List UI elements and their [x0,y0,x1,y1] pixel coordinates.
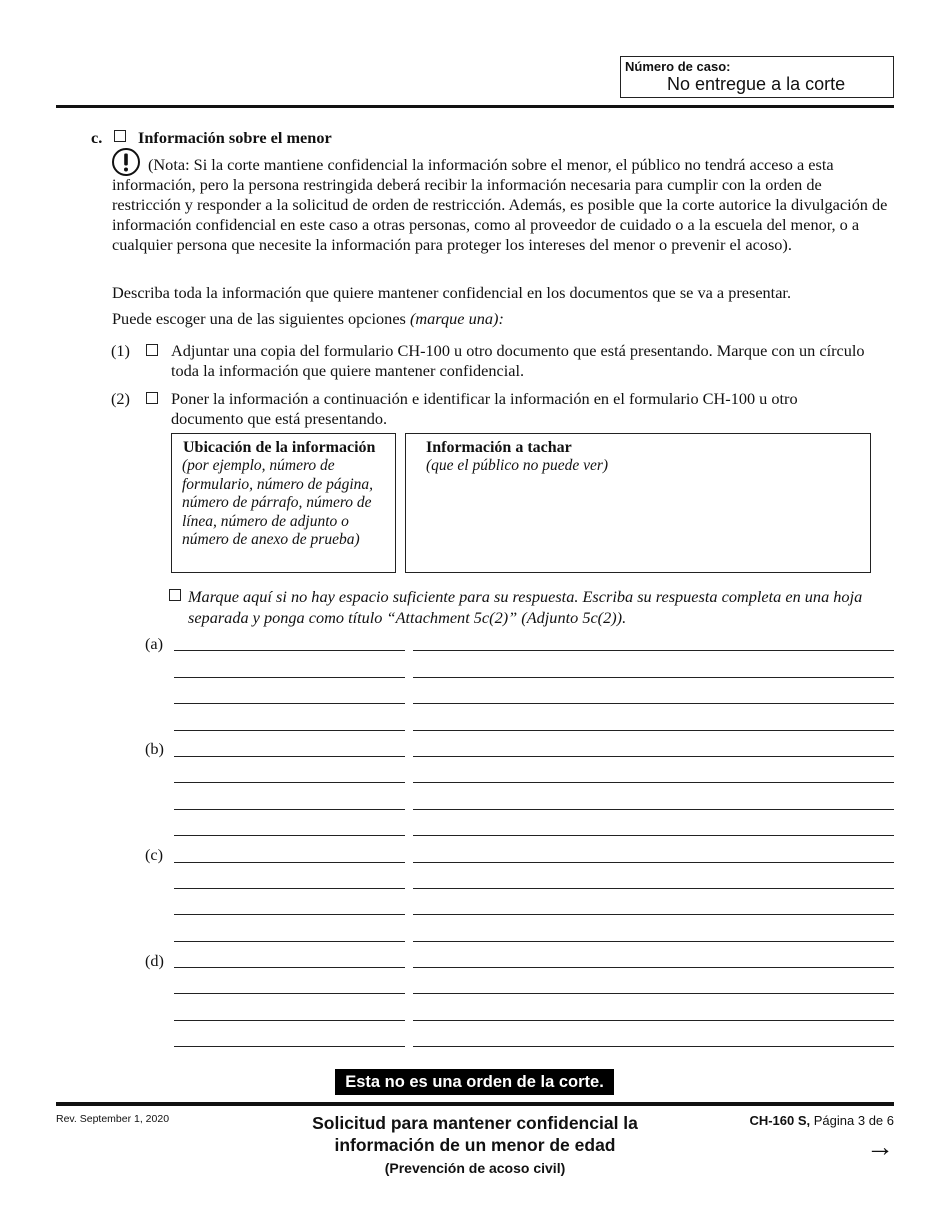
location-line[interactable] [174,730,405,731]
case-number-box[interactable] [620,56,894,98]
location-column-box [171,433,396,573]
redact-line[interactable] [413,730,894,731]
section-c-checkbox[interactable] [114,130,126,142]
redact-line[interactable] [413,967,894,968]
location-column-hint: (por ejemplo, número de formulario, número de página, número de párrafo, número de línea, número de adjunto o número de anexo de prueba) [182,457,374,549]
form-title-line-2: información de un menor de edad [334,1135,616,1155]
form-title [275,1112,675,1180]
location-line[interactable] [174,967,405,968]
option-2-number: (2) [111,389,130,408]
footer-rule [56,1102,894,1106]
confidentiality-note: (Nota: Si la corte mantiene confidencial la información sobre el menor, el público no tendrá acceso a esta información, pero la persona restringida deberá recibir la información necesaria para cumplir con la orden de restricción y responder a la solicitud de orden de restricción. Además, es posible que la corte autorice la divulgación de información confidencial en este caso a otras personas, como al proveedor de cuidado o a la escuela del menor, o a cualquier persona que necesite la información para proteger los intereses del menor o prevenir el acoso). [112,155,888,254]
overflow-checkbox[interactable] [169,589,181,601]
case-number-label: Número de caso: [625,59,731,74]
header-rule [56,105,894,108]
redact-column-box [405,433,871,573]
redact-line[interactable] [413,941,894,942]
redact-line[interactable] [413,1020,894,1021]
row-label-d: (d) [145,951,164,970]
location-column-title: Ubicación de la información [183,439,376,456]
redact-line[interactable] [413,1046,894,1047]
redact-line[interactable] [413,993,894,994]
option-2-text: Poner la información a continuación e identificar la información en el formulario CH-100 u otro documento que está presentando. [171,389,798,428]
location-line[interactable] [174,809,405,810]
section-letter: c. [91,128,103,147]
describe-instruction: Describa toda la información que quiere mantener confidencial en los documentos que se va a presentar. [112,283,792,302]
location-line[interactable] [174,862,405,863]
redact-line[interactable] [413,703,894,704]
form-id: CH-160 S, [749,1113,811,1128]
overflow-note: Marque aquí si no hay espacio suficiente para su respuesta. Escriba su respuesta completa en una hoja separada y ponga como título “Attachment 5c(2)” (Adjunto 5c(2)). [188,587,863,627]
form-page-info [749,1113,894,1128]
row-label-a: (a) [145,634,164,653]
redact-line[interactable] [413,862,894,863]
location-line[interactable] [174,835,405,836]
redact-line[interactable] [413,914,894,915]
next-page-arrow-icon[interactable]: → [866,1131,894,1162]
option-1-number: (1) [111,341,130,360]
location-line[interactable] [174,782,405,783]
section-c-title: Información sobre el menor [138,128,332,147]
redact-line[interactable] [413,677,894,678]
location-line[interactable] [174,677,405,678]
form-subtitle: (Prevención de acoso civil) [384,1160,566,1176]
choose-instruction: Puede escoger una de las siguientes opciones (marque una): [112,309,504,328]
redact-line[interactable] [413,650,894,651]
redact-line[interactable] [413,756,894,757]
form-title-line-1: Solicitud para mantener confidencial la [312,1113,638,1133]
redact-line[interactable] [413,782,894,783]
redact-column-title: Información a tachar [426,439,572,456]
row-label-c: (c) [145,845,164,864]
location-line[interactable] [174,914,405,915]
location-line[interactable] [174,703,405,704]
location-line[interactable] [174,1046,405,1047]
option-1-text: Adjuntar una copia del formulario CH-100 u otro documento que está presentando. Marque con un círculo toda la información que quiere mantener confidencial. [171,341,865,380]
not-court-order-banner: Esta no es una orden de la corte. [335,1069,614,1095]
page-number: Página 3 de 6 [813,1113,894,1128]
location-line[interactable] [174,756,405,757]
location-line[interactable] [174,941,405,942]
row-label-b: (b) [145,739,164,758]
redact-line[interactable] [413,809,894,810]
option-2-checkbox[interactable] [146,392,158,404]
section-c-heading [91,128,102,148]
location-line[interactable] [174,650,405,651]
case-number-value: No entregue a la corte [667,74,846,94]
redact-line[interactable] [413,888,894,889]
revision-date: Rev. September 1, 2020 [56,1113,170,1125]
location-line[interactable] [174,1020,405,1021]
location-line[interactable] [174,993,405,994]
option-1-checkbox[interactable] [146,344,158,356]
redact-column-hint: (que el público no puede ver) [426,457,609,474]
redact-line[interactable] [413,835,894,836]
location-line[interactable] [174,888,405,889]
